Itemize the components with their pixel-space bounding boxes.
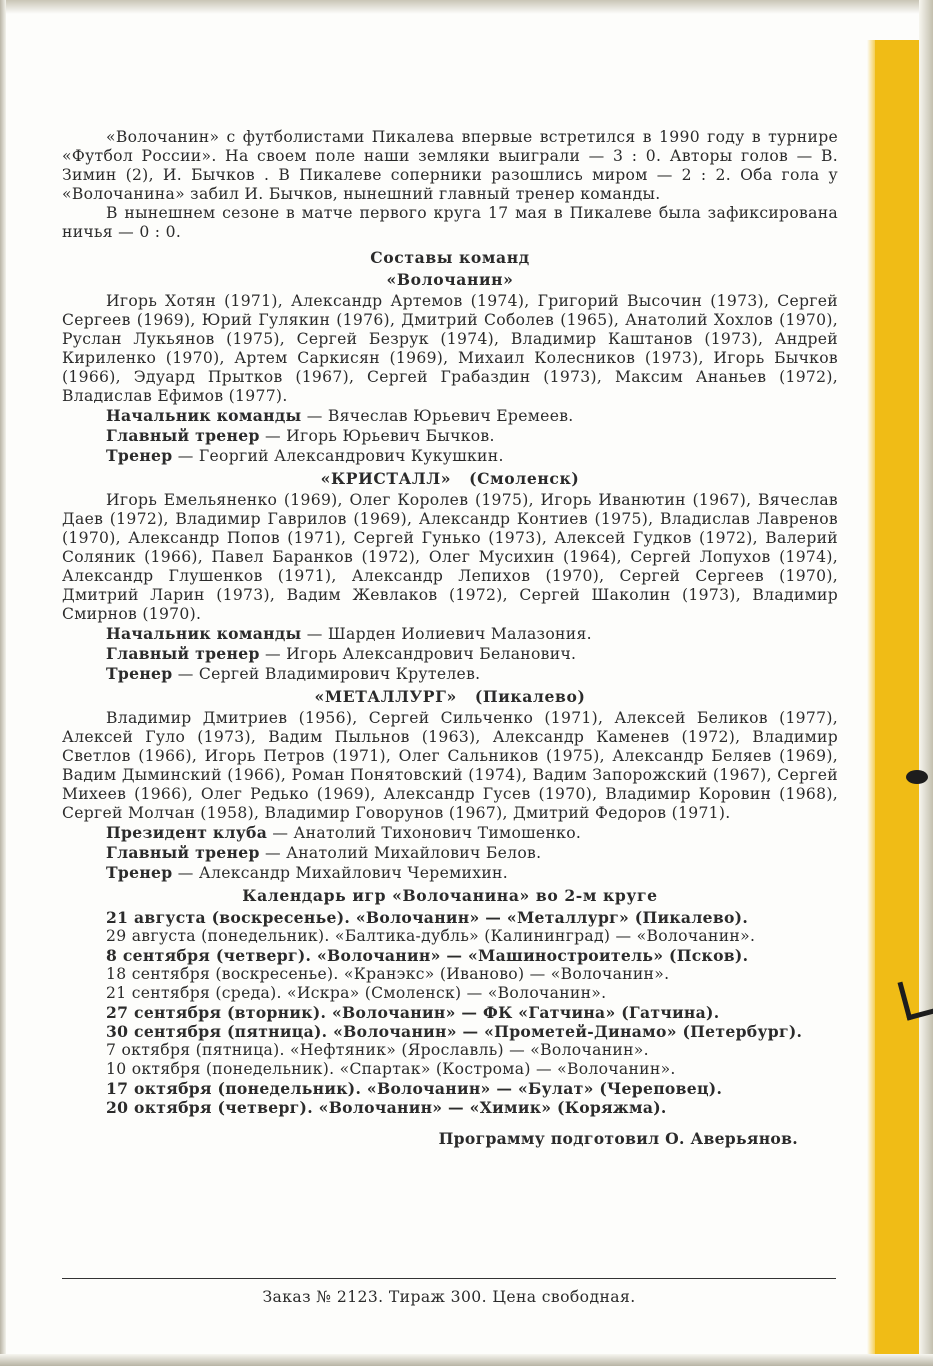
staff-name: — Сергей Владимирович Крутелев. — [177, 665, 481, 683]
calendar-game: 30 сентября (пятница). «Волочанин» — «Прометей-Динамо» (Петербург). — [106, 1022, 803, 1041]
staff-row — [106, 664, 838, 684]
staff-row — [106, 624, 838, 644]
staff-row — [106, 843, 838, 863]
staff-name: — Игорь Александрович Беланович. — [264, 645, 577, 663]
paper-right-edge — [919, 0, 933, 1366]
team-city: (Пикалево) — [474, 687, 586, 706]
team-title-volochanin — [62, 270, 838, 289]
calendar-game: 20 октября (четверг). «Волочанин» — «Химик» (Коряжма). — [106, 1098, 667, 1117]
calendar-game: 18 сентября (воскресенье). «Кранэкс» (Иваново) — «Волочанин». — [106, 965, 670, 983]
staff-name: — Александр Михайлович Черемихин. — [177, 864, 508, 882]
calendar-game: 21 августа (воскресенье). «Волочанин» — «Металлург» (Пикалево). — [106, 908, 749, 927]
staff-row — [106, 644, 838, 664]
team-staff-volochanin — [62, 406, 838, 466]
calendar-game: 29 августа (понедельник). «Балтика-дубль» (Калининград) — «Волочанин». — [106, 927, 756, 945]
section-title: Составы команд — [370, 248, 530, 267]
staff-role: Президент клуба — [106, 823, 268, 842]
calendar-game: 21 сентября (среда). «Искра» (Смоленск) — «Волочанин». — [106, 984, 607, 1002]
calendar-list — [62, 908, 838, 1117]
staff-name: — Анатолий Михайлович Белов. — [264, 844, 542, 862]
program-credit: Программу подготовил О. Аверьянов. — [438, 1129, 798, 1148]
team-players-kristall: Игорь Емельяненко (1969), Олег Королев (1975), Игорь Иванютин (1967), Вячеслав Даев (1972), Владимир Гаврилов (1969), Александр Контиев (1975), Владислав Лавренов (1970), Александр Попов (1971), Сергей Гунько (1973), Алексей Гудков (1972), Валерий Соляник (1966), Павел Баранков (1972), Олег Мусихин (1964), Сергей Лопухов (1974), Александр Глушенков (1971), Александр Лепихов (1970), Сергей Сергеев (1970), Дмитрий Ларин (1973), Вадим Жевлаков (1972), Сергей Шаколин (1973), Владимир Смирнов (1970). — [62, 491, 838, 623]
staff-role: Начальник команды — [106, 406, 302, 425]
staff-name: — Анатолий Тихонович Тимошенко. — [272, 824, 582, 842]
calendar-title: Календарь игр «Волочанина» во 2-м круге — [242, 886, 658, 905]
calendar-game: 8 сентября (четверг). «Волочанин» — «Машиностроитель» (Псков). — [106, 946, 749, 965]
team-staff-kristall — [62, 624, 838, 684]
staff-row — [106, 823, 838, 843]
paper-top-edge — [0, 0, 933, 14]
calendar-game: 7 октября (пятница). «Нефтяник» (Ярославль) — «Волочанин». — [106, 1041, 649, 1059]
staff-role: Начальник команды — [106, 624, 302, 643]
team-players-volochanin: Игорь Хотян (1971), Александр Артемов (1974), Григорий Высочин (1973), Сергей Сергеев (1969), Юрий Гулякин (1976), Дмитрий Соболев (1965), Анатолий Хохлов (1970), Руслан Лукьянов (1975), Сергей Безрук (1974), Владимир Каштанов (1973), Андрей Кириленко (1970), Артем Саркисян (1969), Михаил Колесников (1973), Игорь Бычков (1966), Эдуард Прытков (1967), Сергей Грабаздин (1973), Максим Ананьев (1972), Владислав Ефимов (1977). — [62, 292, 838, 405]
team-name: «Волочанин» — [386, 270, 514, 289]
team-title-kristall — [62, 469, 838, 488]
staff-role: Тренер — [106, 863, 173, 882]
staff-role: Главный тренер — [106, 843, 260, 862]
team-name: «КРИСТАЛЛ» — [320, 469, 452, 488]
staff-row — [106, 406, 838, 426]
staff-name: — Шарден Иолиевич Малазония. — [306, 625, 592, 643]
staff-role: Главный тренер — [106, 644, 260, 663]
staff-row — [106, 426, 838, 446]
yellow-cover-strip — [875, 40, 920, 1366]
staff-row — [106, 446, 838, 466]
calendar-game: 27 сентября (вторник). «Волочанин» — ФК «Гатчина» (Гатчина). — [106, 1003, 720, 1022]
staff-name: — Игорь Юрьевич Бычков. — [264, 427, 495, 445]
staff-name: — Георгий Александрович Кукушкин. — [177, 447, 504, 465]
staff-role: Тренер — [106, 446, 173, 465]
calendar-game: 10 октября (понедельник). «Спартак» (Кострома) — «Волочанин». — [106, 1060, 676, 1078]
team-staff-metallurg — [62, 823, 838, 883]
staff-name: — Вячеслав Юрьевич Еремеев. — [306, 407, 574, 425]
footer-divider — [62, 1278, 836, 1279]
print-footer: Заказ № 2123. Тираж 300. Цена свободная. — [262, 1288, 636, 1306]
intro-paragraph-2: В нынешнем сезоне в матче первого круга 17 мая в Пикалеве была зафиксирована ничья — 0 : 0. — [62, 204, 838, 241]
intro-paragraph-1: «Волочанин» с футболистами Пикалева впервые встретился в 1990 году в турнире «Футбол России». На своем поле наши земляки выиграли — 3 : 0. Авторы голов — В. Зимин (2), И. Бычков . В Пикалеве соперники разошлись миром — 2 : 2. Оба гола у «Волочанина» забил И. Бычков, нынешний главный тренер команды. — [62, 128, 838, 203]
staff-row — [106, 863, 838, 883]
staff-role: Тренер — [106, 664, 173, 683]
team-title-metallurg — [62, 687, 838, 706]
staff-role: Главный тренер — [106, 426, 260, 445]
page-content — [62, 128, 838, 1148]
paper-left-edge — [0, 0, 6, 1366]
paper-bottom-edge — [0, 1354, 933, 1366]
team-name: «МЕТАЛЛУРГ» — [314, 687, 457, 706]
team-players-metallurg: Владимир Дмитриев (1956), Сергей Сильченко (1971), Алексей Беликов (1977), Алексей Гуло (1973), Вадим Пыльнов (1963), Александр Каменев (1972), Владимир Светлов (1966), Игорь Петров (1971), Олег Сальников (1975), Александр Беляев (1969), Вадим Дыминский (1966), Роман Понятовский (1974), Вадим Запорожский (1967), Сергей Михеев (1966), Олег Редько (1969), Александр Гусев (1970), Владимир Коровин (1968), Сергей Молчан (1958), Владимир Говорунов (1967), Дмитрий Федоров (1971). — [62, 709, 838, 822]
calendar-game: 17 октября (понедельник). «Волочанин» — «Булат» (Череповец). — [106, 1079, 723, 1098]
team-city: (Смоленск) — [469, 469, 580, 488]
ink-blot-mark — [906, 770, 928, 784]
